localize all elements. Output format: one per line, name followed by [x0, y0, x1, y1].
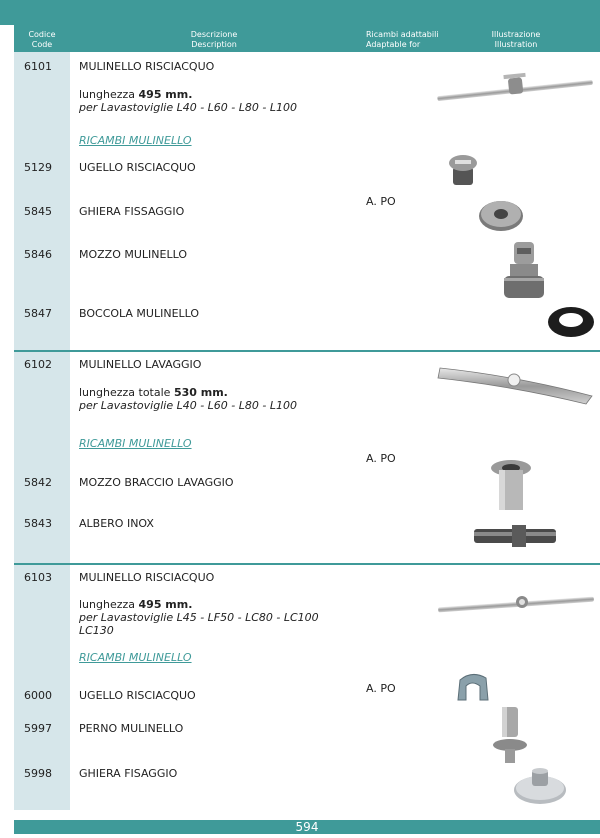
product-length: lunghezza totale 530 mm.	[79, 386, 228, 399]
product-code: 6102	[24, 358, 52, 371]
bushing-illustration	[546, 303, 596, 339]
section-divider	[14, 350, 600, 352]
product-models-cont: LC130	[79, 624, 114, 637]
item-code: 5129	[24, 161, 52, 174]
adaptable-for: A. PO	[366, 195, 396, 208]
item-desc: MOZZO MULINELLO	[79, 248, 187, 261]
wash-hub-illustration	[489, 458, 533, 514]
item-desc: GHIERA FISAGGIO	[79, 767, 178, 780]
nozzle-illustration	[445, 153, 481, 189]
product-models: per Lavastoviglie L45 - LF50 - LC80 - LC100	[79, 611, 319, 624]
item-desc: MOZZO BRACCIO LAVAGGIO	[79, 476, 234, 489]
header-code: Codice Code	[28, 30, 56, 49]
item-code: 5843	[24, 517, 52, 530]
item-desc: ALBERO INOX	[79, 517, 154, 530]
product-code: 6103	[24, 571, 52, 584]
product-title: MULINELLO RISCIACQUO	[79, 571, 215, 584]
item-desc: UGELLO RISCIACQUO	[79, 689, 196, 702]
rinse-arm-illustration	[435, 70, 595, 110]
ring-nut-illustration	[478, 198, 524, 234]
item-code: 5998	[24, 767, 52, 780]
item-code: 5997	[24, 722, 52, 735]
spares-link[interactable]: RICAMBI MULINELLO	[79, 134, 192, 147]
spares-link[interactable]: RICAMBI MULINELLO	[79, 651, 192, 664]
page-number: 594	[295, 820, 319, 834]
spares-link[interactable]: RICAMBI MULINELLO	[79, 437, 192, 450]
product-code: 6101	[24, 60, 52, 73]
shaft-illustration	[472, 522, 558, 552]
adaptable-for: A. PO	[366, 682, 396, 695]
item-desc: GHIERA FISSAGGIO	[79, 205, 185, 218]
code-column-bg	[14, 352, 70, 563]
item-desc: UGELLO RISCIACQUO	[79, 161, 196, 174]
pin-illustration	[490, 705, 530, 765]
top-bar	[0, 0, 600, 25]
product-title: MULINELLO LAVAGGIO	[79, 358, 202, 371]
item-code: 6000	[24, 689, 52, 702]
ring-nut-illustration	[512, 766, 568, 806]
rinse-arm-illustration	[436, 588, 596, 618]
item-code: 5842	[24, 476, 52, 489]
hub-illustration	[500, 240, 548, 302]
adaptable-for: A. PO	[366, 452, 396, 465]
nozzle-clip-illustration	[452, 670, 494, 708]
header-illustration: Illustrazione Illustration	[491, 30, 541, 49]
product-title: MULINELLO RISCIACQUO	[79, 60, 215, 73]
product-length: lunghezza 495 mm.	[79, 88, 193, 101]
item-code: 5845	[24, 205, 52, 218]
wash-arm-illustration	[436, 358, 596, 408]
page-footer	[14, 820, 600, 834]
product-models: per Lavastoviglie L40 - L60 - L80 - L100	[79, 399, 297, 412]
table-header	[14, 25, 600, 52]
section-divider	[14, 563, 600, 565]
item-desc: PERNO MULINELLO	[79, 722, 184, 735]
product-models: per Lavastoviglie L40 - L60 - L80 - L100	[79, 101, 297, 114]
code-column-bg	[14, 52, 70, 350]
product-length: lunghezza 495 mm.	[79, 598, 193, 611]
item-desc: BOCCOLA MULINELLO	[79, 307, 200, 320]
item-code: 5847	[24, 307, 52, 320]
header-description: Descrizione Description	[190, 30, 238, 49]
header-adaptable: Ricambi adattabili Adaptable for	[366, 30, 439, 49]
item-code: 5846	[24, 248, 52, 261]
